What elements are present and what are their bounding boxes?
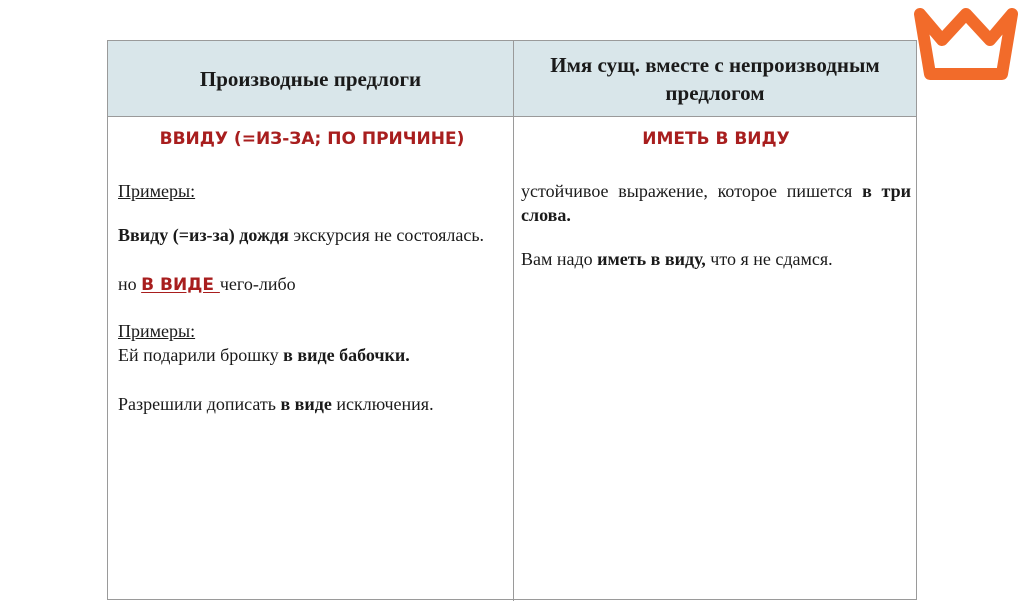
crown-icon [912, 8, 1020, 82]
column-divider [513, 41, 514, 601]
right-example: Вам надо иметь в виду, что я не сдамся. [521, 249, 833, 269]
but-line: но В ВИДЕ чего-либо [118, 274, 296, 295]
example-3: Разрешили дописать в виде исключения. [118, 394, 434, 414]
right-title: ИМЕТЬ В ВИДУ [642, 129, 790, 149]
v-vide-term: В ВИДЕ [141, 275, 220, 295]
header-derived-prepositions: Производные предлоги [199, 67, 422, 91]
examples-label-1: Примеры: [118, 181, 196, 201]
comparison-table [107, 40, 917, 600]
example-1: Ввиду (=из-за) дождя экскурсия не состоялась. [118, 225, 485, 245]
header-noun-with-preposition: Имя сущ. вместе с непроизводным предлогом [550, 53, 880, 105]
example-2: Ей подарили брошку в виде бабочки. [118, 345, 410, 365]
examples-label-2: Примеры: [118, 321, 196, 341]
left-column-content [118, 127, 506, 417]
right-description: устойчивое выражение, которое пишется в три слова. [521, 181, 912, 225]
right-column-content [521, 127, 911, 271]
left-title: ВВИДУ (=ИЗ-ЗА; ПО ПРИЧИНЕ) [159, 129, 465, 149]
